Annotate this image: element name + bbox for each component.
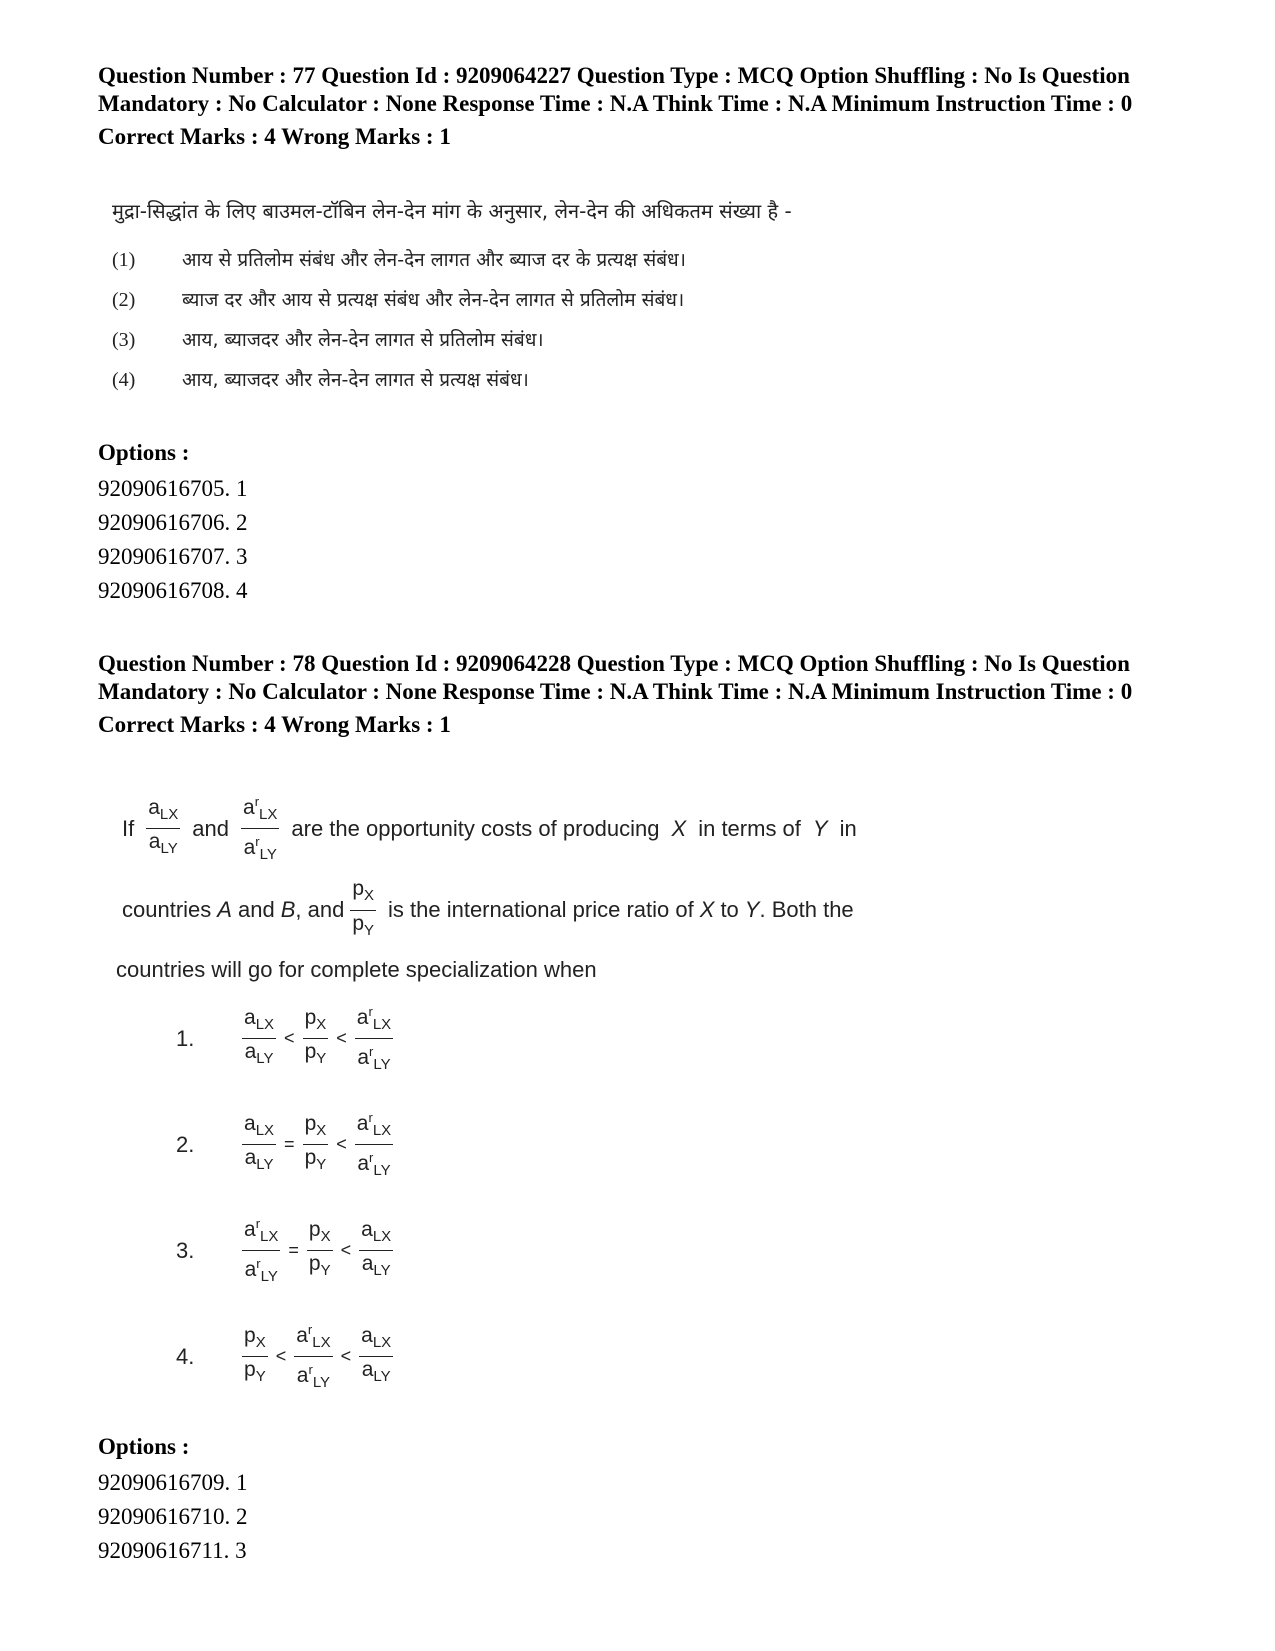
marks-line: Correct Marks : 4 Wrong Marks : 1 [98,124,451,149]
question-meta: Question Number : 77 Question Id : 9209064227 Question Type : MCQ Option Shuffling : No Is Question Mandatory : No Calculator : None Response Time : N.A Think Time : N.A Minimum Instruction Time : 0 [98,63,1133,116]
choice-number: (2) [112,289,136,311]
options-heading: Options : [98,440,190,465]
fraction-aLXr-aLYr: $\frac{a^r_{LX}}{a^r_{LY}}$ [241,790,279,867]
choice-number: (1) [112,249,136,271]
options-block-77 [98,440,1188,608]
stem-line-1: If $\frac{a_{LX}}{a_{LY}}$ and $\frac{a^r_{LX}}{a^r_{LY}}$ are the opportunity costs of producing X in terms of Y in [116,790,1016,867]
fraction-aLX-aLY: $\frac{a_{LX}}{a_{LY}}$ [148,796,179,858]
fraction-px-py: $\frac{p_X}{p_Y}$ [352,877,375,939]
question-78-body [116,790,1016,983]
marks-line: Correct Marks : 4 Wrong Marks : 1 [98,712,451,737]
option-item: 92090616708. 4 [98,578,248,603]
math-choice-1: 1. $\frac{a_{LX}}{a_{LY}}$ < $\frac{p_X}{p_Y}$ < $\frac{a^r_{LX}}{a^r_{LY}}$ [176,1000,399,1077]
question-stem: मुद्रा-सिद्धांत के लिए बाउमल-टॉबिन लेन-देन मांग के अनुसार, लेन-देन की अधिकतम संख्या है - [112,199,792,223]
choice-text: आय, ब्याजदर और लेन-देन लागत से प्रत्यक्ष संबंध। [182,369,529,391]
choice-text: आय, ब्याजदर और लेन-देन लागत से प्रतिलोम संबंध। [182,329,544,351]
option-item: 92090616706. 2 [98,510,248,535]
choice-number: (3) [112,329,136,351]
question-meta: Question Number : 78 Question Id : 9209064228 Question Type : MCQ Option Shuffling : No Is Question Mandatory : No Calculator : None Response Time : N.A Think Time : N.A Minimum Instruction Time : 0 [98,651,1133,704]
choice-row [112,240,1012,280]
choice-row [112,280,1012,320]
question-77-body [112,196,1012,400]
math-choice-4: 4. $\frac{p_X}{p_Y}$ < $\frac{a^r_{LX}}{a^r_{LY}}$ < $\frac{a_{LX}}{a_{LY}}$ [176,1318,399,1395]
option-item: 92090616707. 3 [98,544,248,569]
option-item: 92090616711. 3 [98,1538,247,1563]
choice-text: आय से प्रतिलोम संबंध और लेन-देन लागत और ब्याज दर के प्रत्यक्ष संबंध। [182,249,686,271]
math-choice-3: 3. $\frac{a^r_{LX}}{a^r_{LY}}$ = $\frac{p_X}{p_Y}$ < $\frac{a_{LX}}{a_{LY}}$ [176,1212,399,1289]
option-item: 92090616705. 1 [98,476,248,501]
stem-line-3: countries will go for complete specialization when [116,956,597,982]
choice-row [112,320,1012,360]
choice-number: (4) [112,369,136,391]
choice-row [112,360,1012,400]
options-block-78 [98,1434,1188,1568]
math-choice-2: 2. $\frac{a_{LX}}{a_{LY}}$ = $\frac{p_X}{p_Y}$ < $\frac{a^r_{LX}}{a^r_{LY}}$ [176,1106,399,1183]
option-item: 92090616709. 1 [98,1470,248,1495]
question-77 [98,62,1188,150]
option-item: 92090616710. 2 [98,1504,248,1529]
stem-line-2: countries A and B , and $\frac{p_X}{p_Y}$ is the international price ratio of X to Y . Both the [116,877,1016,942]
choice-text: ब्याज दर और आय से प्रत्यक्ष संबंध और लेन-देन लागत से प्रतिलोम संबंध। [182,289,685,311]
question-78 [98,650,1188,738]
options-heading: Options : [98,1434,190,1459]
